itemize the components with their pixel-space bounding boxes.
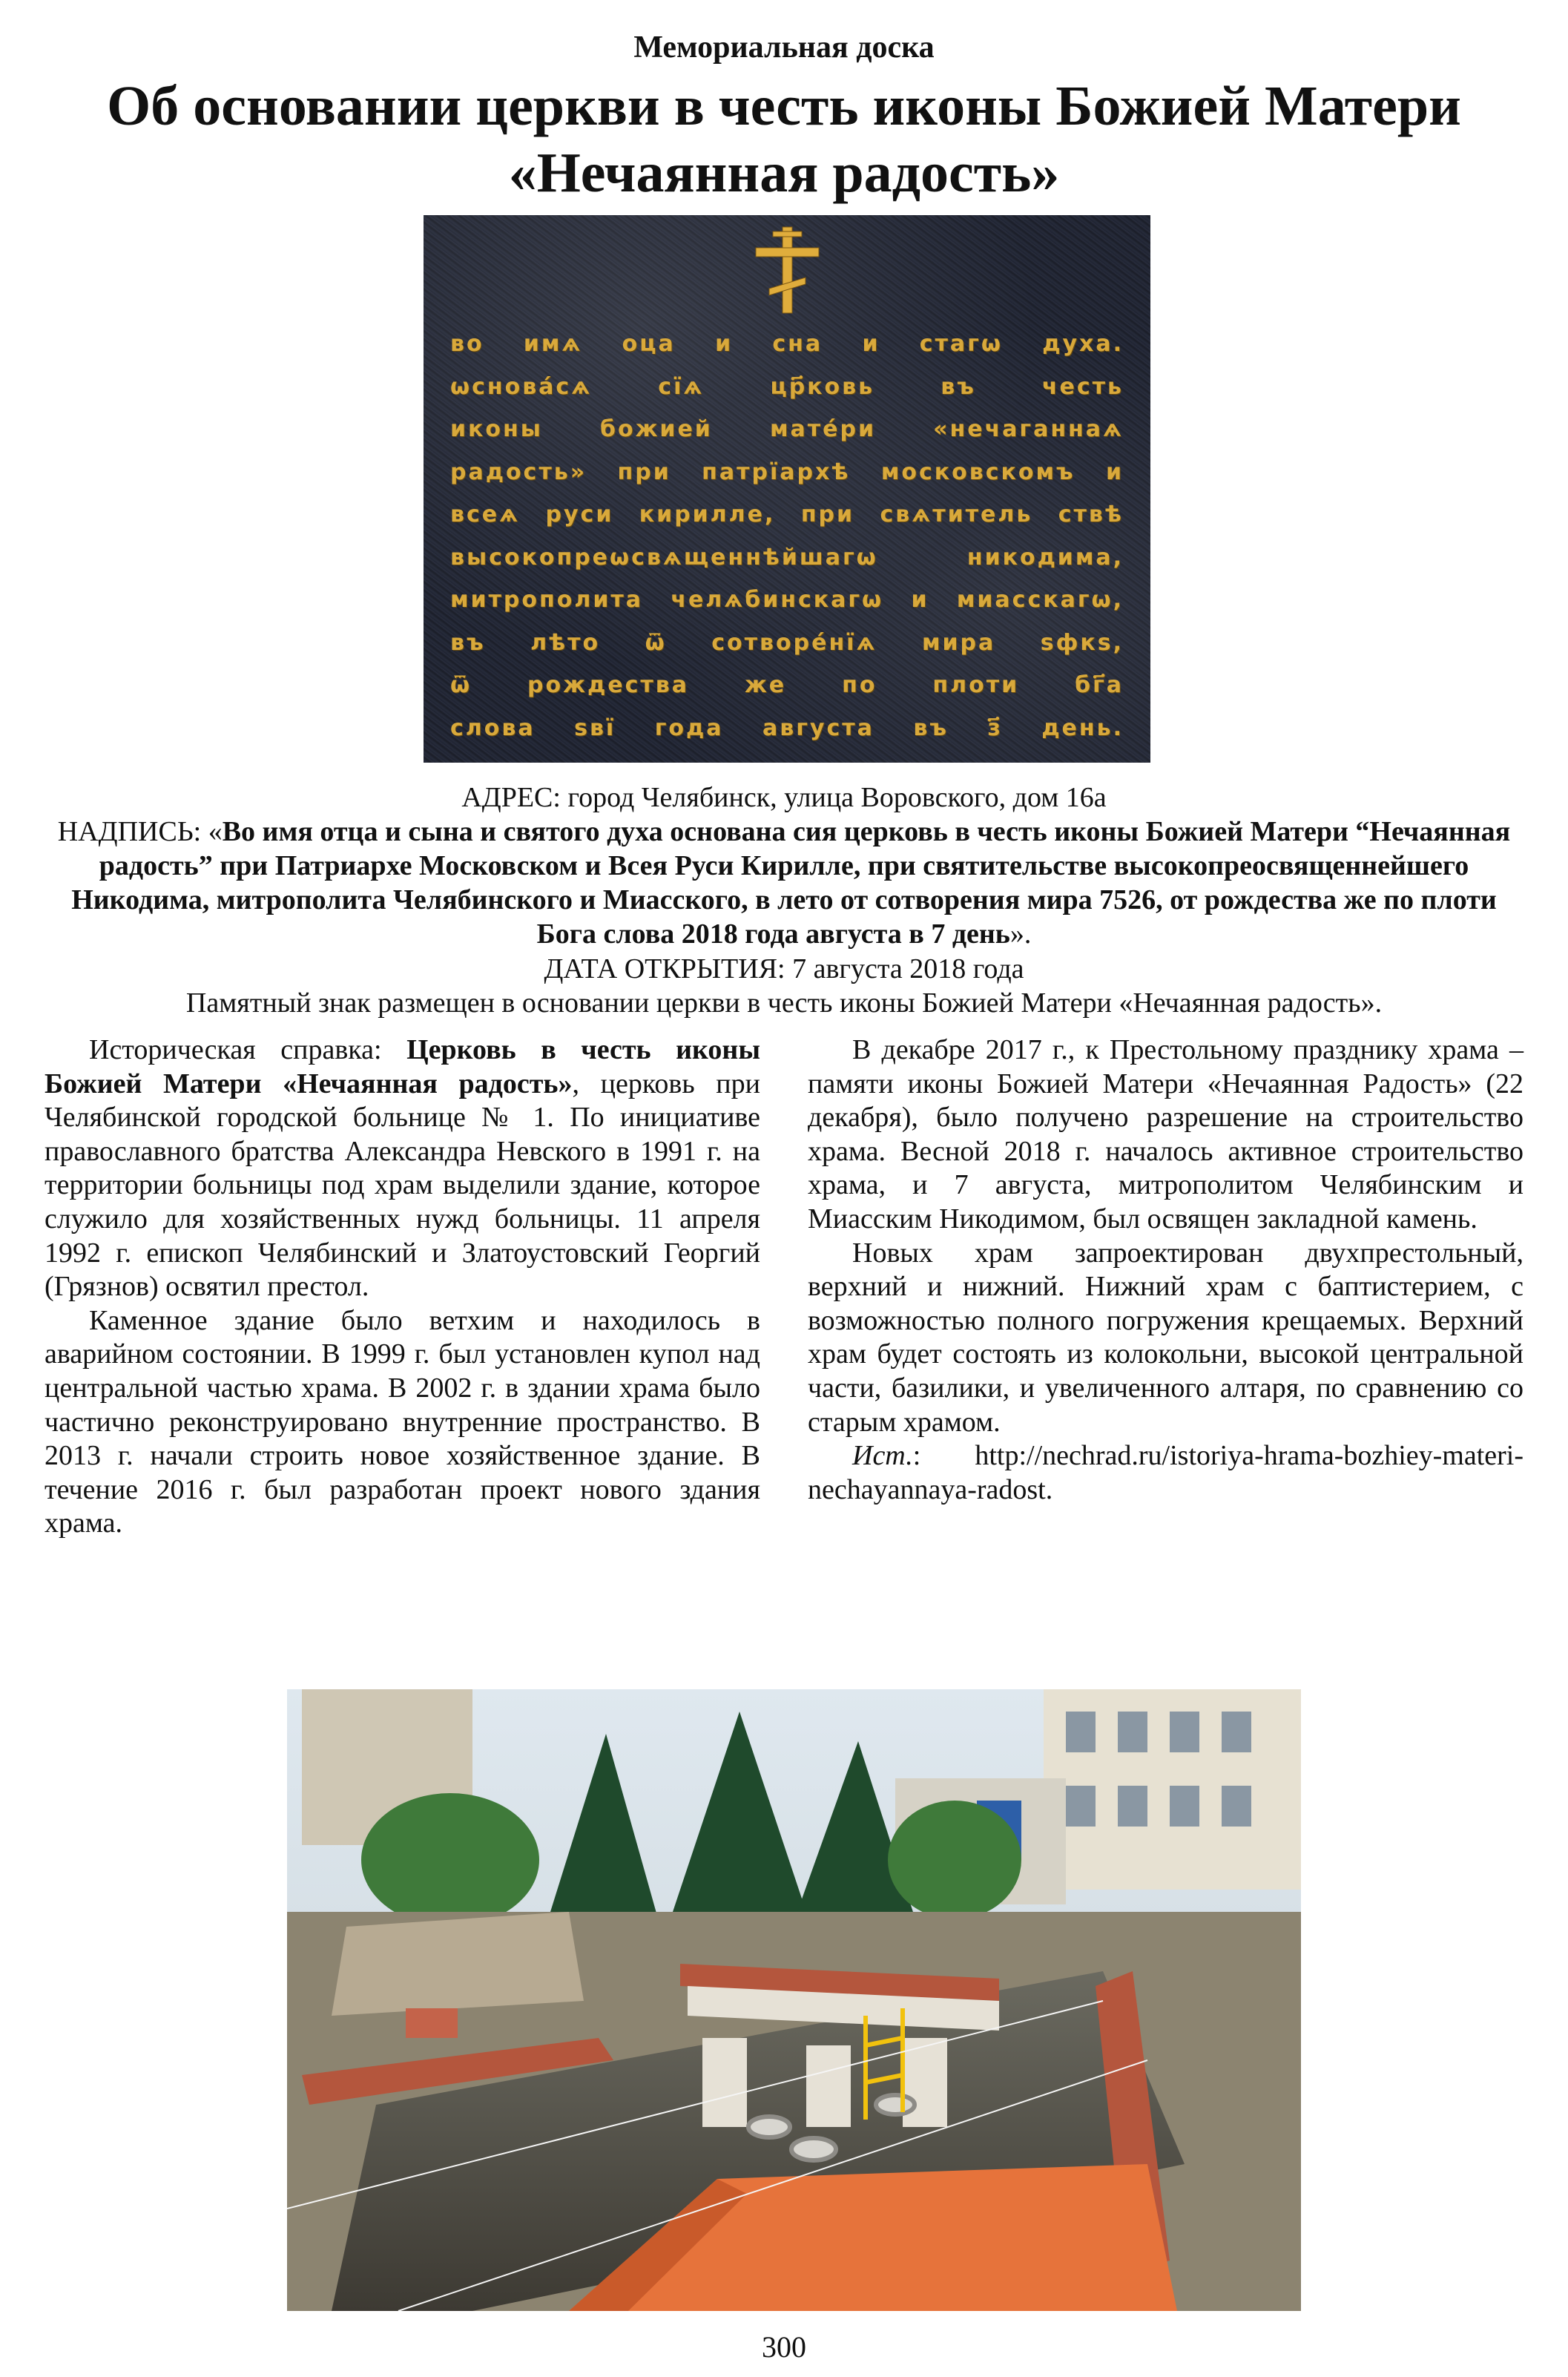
source-label: Ист.	[852, 1440, 913, 1472]
plaque-line: высокопреѡсвѧщеннѣйшагѡ никодима,	[450, 544, 1124, 571]
plaque-line: слова ѕвї года августа въ з҃ день.	[450, 714, 1124, 741]
construction-site-photo	[287, 1689, 1301, 2311]
history-paragraph	[45, 1033, 760, 1304]
plaque-line: радость» при патрїархѣ московскомъ и	[450, 458, 1124, 485]
plaque-line: въ лѣто ѿ сотворе́нїѧ мира ѕфкѕ,	[450, 629, 1124, 656]
orthodox-cross-icon	[424, 215, 1150, 323]
source-url: : http://nechrad.ru/istoriya-hrama-bozhiey-materi-nechayannaya-radost.	[808, 1440, 1523, 1505]
kicker-heading: Мемориальная доска	[633, 30, 935, 65]
design-paragraph: Новых храм запроектирован двухпрестольный, верхний и нижний. Нижний храм с баптистерием, с возможностью полного погружения крещаемых. Верхний храм будет состоять из колокольни, высокой центральной части, базилики, и увеличенного алтаря, по сравнению со старым храмом.	[808, 1237, 1523, 1438]
plaque-line: митрополита челѧбинскагѡ и миасскагѡ,	[450, 587, 1124, 613]
plaque-line: ѡснова́сѧ сїѧ цр҃ковь въ честь	[450, 373, 1124, 400]
church-name: Церковь в честь иконы Божией Матери «Нечаянная радость»	[45, 1034, 761, 1099]
right-column	[808, 1033, 1523, 1507]
plaque-line: всеѧ руси кирилле, при свѧтитель ствѣ	[450, 502, 1124, 527]
plaque-line: ѿ рождества же по плоти бг҃а	[450, 672, 1124, 698]
placement-note: Памятный знак размещен в основании церкви в честь иконы Божией Матери «Нечаянная радость».	[185, 987, 1383, 1019]
plaque-inscription	[450, 323, 1124, 749]
opening-date-line	[45, 952, 1523, 986]
left-column	[45, 1033, 760, 1541]
inscription-text: Во имя отца и сына и святого духа основана сия церковь в честь иконы Божией Матери “Нечаянная радость” при Патриархе Московском и Всея Руси Кирилле, при святительстве высокопреосвященнейшего Никодима, митрополита Челябинского и Миасского, в лето от сотворения мира 7526, от рождества же по плоти Бога слова 2018 года августа в 7 день	[71, 816, 1511, 950]
inscription-end: ».	[1009, 918, 1032, 950]
page-number: 300	[762, 2330, 806, 2364]
plaque-line: во имѧ оца и сна и стагѡ духа.	[450, 331, 1124, 357]
page-title: Об основании церкви в честь иконы Божией Матери «Нечаянная радость»	[107, 75, 1461, 204]
construction-paragraph: В декабре 2017 г., к Престольному празднику храма – памяти иконы Божией Матери «Нечаянная Радость» (22 декабря), было получено разрешение на строительство храма. Весной 2018 г. началось активное строительство храма, и 7 августа, митрополитом Челябинским и Миасским Никодимом, был освящен закладной камень.	[808, 1034, 1523, 1234]
address-label: АДРЕС:	[461, 782, 561, 813]
history-lead: Историческая справка:	[89, 1034, 407, 1065]
plaque-line: иконы божией мате́ри «нечаганнаѧ	[450, 416, 1124, 442]
address-value: город Челябинск, улица Воровского, дом 16а	[560, 782, 1107, 813]
source-paragraph	[808, 1439, 1523, 1507]
inscription-label: НАДПИСЬ: «	[57, 816, 223, 847]
inscription-line	[45, 815, 1523, 951]
building-paragraph: Каменное здание было ветхим и находилось в аварийном состоянии. В 1999 г. был установлен купол над центральной частью храма. В 2002 г. в здании храма было частично реконструировано внутренние пространство. В 2013 г. начали строить новое хозяйственное здание. В течение 2016 г. был разработан проект нового здания храма.	[45, 1304, 760, 1539]
plaque-photo	[424, 215, 1150, 763]
opening-label: ДАТА ОТКРЫТИЯ:	[544, 953, 785, 984]
opening-value: 7 августа 2018 года	[785, 953, 1024, 984]
address-line	[45, 780, 1523, 815]
history-text: , церковь при Челябинской городской больнице № 1. По инициативе православного братства Александра Невского в 1991 г. на территории больницы под храм выделили здание, которое служило для хозяйственных нужд больницы. 11 апреля 1992 г. епископ Челябинский и Златоустовский Георгий (Грязнов) освятил престол.	[45, 1068, 760, 1303]
